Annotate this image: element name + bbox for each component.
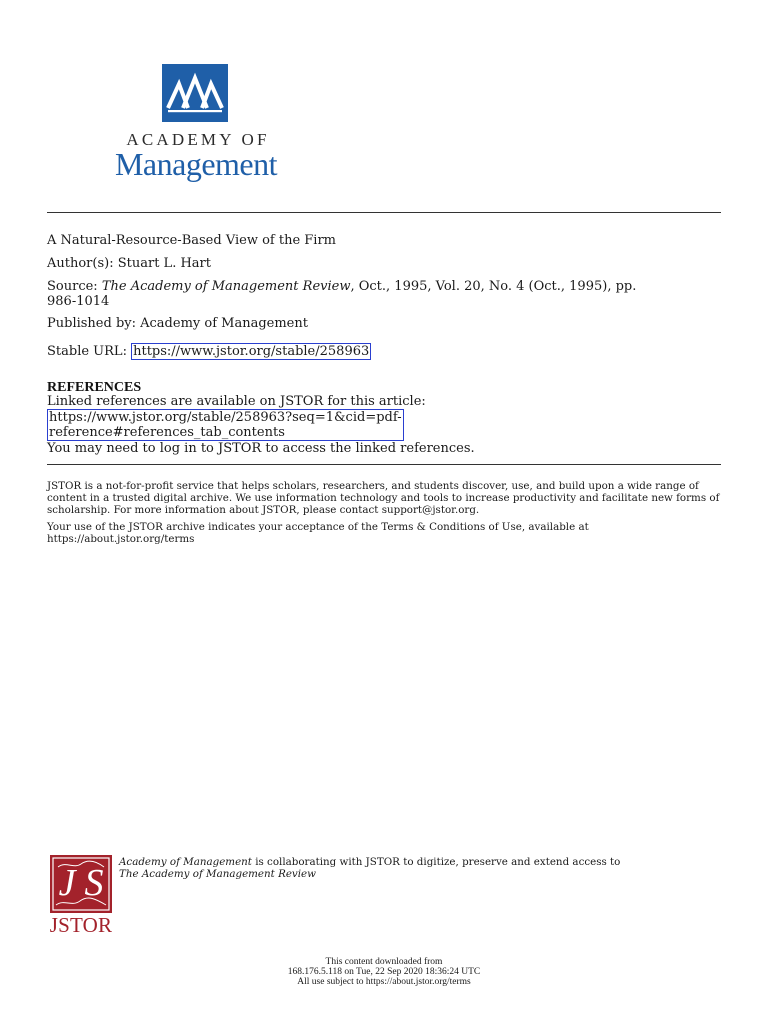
source-label: Source:: [47, 279, 98, 294]
terms-text: Your use of the JSTOR archive indicates your acceptance of the Terms & Conditions of Use, available at: [47, 521, 589, 533]
footer-line-3: All use subject to https://about.jstor.org/terms: [297, 977, 471, 987]
collaboration-statement: [119, 856, 729, 880]
references-link-line-2[interactable]: reference#references_tab_contents: [49, 425, 285, 440]
jstor-wordmark: JSTOR: [49, 913, 113, 937]
author-label: Author(s):: [47, 256, 114, 271]
svg-text:S: S: [84, 862, 104, 904]
top-divider: [47, 212, 721, 213]
references-block: [47, 394, 727, 456]
stable-url-label: Stable URL:: [47, 344, 127, 359]
terms-url[interactable]: https://about.jstor.org/terms: [47, 533, 195, 545]
collab-org: Academy of Management: [119, 856, 252, 868]
jstor-seal-icon: [50, 855, 112, 913]
author-name: Stuart L. Hart: [117, 256, 211, 271]
source-line: [47, 279, 723, 309]
stable-url-line: [47, 344, 723, 359]
source-details: , Oct., 1995, Vol. 20, No. 4 (Oct., 1995), pp.: [350, 279, 637, 294]
svg-text:J: J: [58, 862, 76, 904]
logo-line-academy-of: ACADEMY OF: [126, 130, 270, 149]
references-heading: REFERENCES: [47, 380, 142, 395]
publisher-name: Academy of Management: [140, 316, 308, 331]
terms-paragraph: [47, 521, 723, 545]
collab-text: is collaborating with JSTOR to digitize, preserve and extend access to: [251, 856, 621, 868]
references-link-line-1[interactable]: https://www.jstor.org/stable/258963?seq=1&cid=pdf-: [49, 410, 402, 425]
footer-line-1: This content downloaded from: [325, 957, 443, 967]
collab-journal: The Academy of Management Review: [119, 868, 316, 880]
references-intro: Linked references are available on JSTOR for this article:: [47, 394, 426, 409]
jstor-logo: [48, 855, 114, 937]
published-label: Published by:: [47, 316, 136, 331]
academy-of-management-logo: [104, 64, 288, 184]
published-by-line: [47, 316, 723, 331]
source-pages: 986-1014: [47, 294, 110, 309]
jstor-notice-paragraph: JSTOR is a not-for-profit service that helps scholars, researchers, and students discover, use, and build upon a wide range of content in a trusted digital archive. We use information technology and tools to increase productivity and facilitate new forms of scholarship. For more information about JSTOR, please contact support@jstor.org.: [47, 480, 720, 516]
source-journal: The Academy of Management Review: [101, 279, 351, 294]
author-line: [47, 256, 723, 271]
stable-url-link[interactable]: https://www.jstor.org/stable/258963: [133, 344, 370, 359]
article-title: A Natural-Resource-Based View of the Firm: [47, 233, 336, 248]
footer-line-2: 168.176.5.118 on Tue, 22 Sep 2020 18:36:24 UTC: [287, 967, 481, 977]
middle-divider: [47, 464, 721, 465]
logo-line-management: Management: [114, 146, 278, 182]
download-footer: [184, 957, 584, 987]
references-link[interactable]: [47, 409, 404, 441]
references-login-note: You may need to log in to JSTOR to access the linked references.: [47, 441, 475, 456]
mountain-logo-icon: [162, 64, 228, 122]
